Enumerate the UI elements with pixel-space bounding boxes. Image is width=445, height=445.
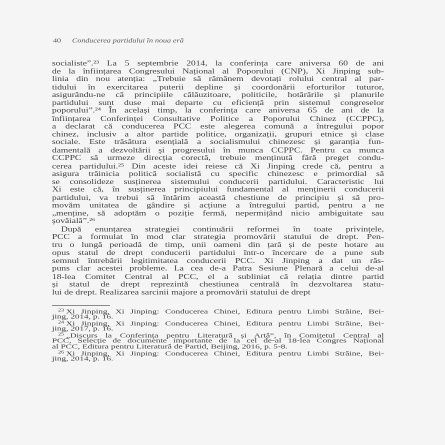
- text-line: După enunțarea strategiei continuării reformei în toate privințele,: [61, 225, 384, 234]
- text-line: sociale. Este trăsătura esențială a socialismului chinezesc și garanția fun-: [52, 138, 384, 147]
- text-line: puns clar acestei probleme. La cea de-a Patra Sesiune Plenară a celui de-al: [52, 265, 384, 273]
- text-line: asigura trăinicia politică socialistă cu specific chinezesc e primordial să: [52, 170, 384, 179]
- text-line: „menține, să adoptăm o poziție fermă, nepermițând nicio ambiguitate sau: [52, 210, 384, 218]
- running-head: [53, 37, 184, 44]
- text-line: Xi este că, în susținerea principiului fundamental al menținerii conducerii: [52, 186, 384, 194]
- text-line: CCPPC să urmeze direcția corectă, trebuie menținută fără preget condu-: [52, 154, 384, 163]
- footnote-number: 26: [58, 350, 64, 355]
- footnote-text: „Discurs la Conferința pentru Literatură și Artă”, în Comitetul Central al: [66, 332, 384, 339]
- body-paragraph: [52, 60, 384, 226]
- text-line: damentală a dezvoltării și progresului în munca CCPPC. Pentru ca munca: [52, 146, 384, 155]
- footnote: [52, 350, 384, 362]
- footnote: [52, 332, 384, 350]
- text-line: șovăială”.²⁶: [52, 217, 96, 226]
- footnote-line: jing, 2014, p. 16.: [52, 313, 114, 321]
- text-line: asigurându-ne că principiile călăuzitoare, politicile, hotărârile și planurile: [52, 91, 384, 100]
- footnote-separator: [52, 305, 110, 306]
- footnote-line: al PCC, Editura pentru Literatură de Partid, Beijing, 2016, p. 5-8.: [52, 343, 288, 351]
- footnote-number: 24: [58, 320, 64, 325]
- text-line: PCC a formulat în mod clar strategia promovării statului de drept. Pen-: [52, 233, 384, 242]
- footnote: [52, 320, 384, 332]
- footnote-text: Xi Jinping, Xi Jinping: Conducerea Chinei, Editura pentru Limbi Străine, Bei-: [66, 320, 384, 327]
- text-line: opus statul de drept conducerii partidului într-o încercare de a pune sub: [52, 249, 384, 258]
- footnote-text: Xi Jinping, Xi Jinping: Conducerea Chinei, Editura pentru Limbi Străine, Bei-: [66, 308, 384, 315]
- text-line: 18-lea Comitet Central al PCC, el a subliniat că relația dintre partid: [52, 273, 384, 281]
- page-number: 40: [53, 37, 61, 45]
- footnote-line: jing, 2014, p. 16.: [52, 355, 114, 363]
- text-line: chinez, inclusiv a altor partide politice, organizații, grupuri etnice și clase: [52, 131, 384, 139]
- footnote-number: 25: [58, 332, 64, 337]
- text-line: tidului în exercitarea puterii depline și coordonării eforturilor tuturor,: [52, 83, 384, 92]
- footnotes: [52, 308, 384, 362]
- text-line: socialiste”.²³ La 5 septembrie 2014, la conferința care aniversa 60 de ani: [52, 60, 384, 68]
- text-line: partidului, va trebui să întărim această chestiune de principiu și să pro-: [52, 194, 384, 202]
- text-line: a declarat că conducerea PCC este alegerea comună a întregului popor: [52, 123, 384, 131]
- footnote-line: jing, 2017, p. 16.: [52, 325, 114, 333]
- text-line: cerea partidului.²⁵ Din aceste idei reiese că Xi Jinping crede că, pentru a: [52, 162, 384, 171]
- text-line: semnul întrebării legitimitatea conducerii PCC. Xi Jinping a dat un răs-: [52, 257, 384, 265]
- body-paragraph: [52, 226, 384, 297]
- footnote-text: Xi Jinping, Xi Jinping: Conducerea Chinei, Editura pentru Limbi Străine, Bei-: [66, 350, 384, 357]
- text-line: tru o lungă perioadă de timp, unii oameni din țară și de peste hotare au: [52, 241, 384, 250]
- text-line: înființarea Conferinței Consultative Politice a Poporului Chinez (CCPPC),: [52, 115, 384, 123]
- text-line: movăm unitatea de gândire și acțiune a întregului partid, pentru a ne: [52, 202, 384, 210]
- body-text: [52, 60, 384, 297]
- text-line: de la înființarea Congresului Național al Poporului (CNP), Xi Jinping sub-: [52, 67, 384, 76]
- text-line: lui de drept. Realizarea sarcinii majore a promovării statului de drept: [52, 288, 311, 297]
- footnote-number: 23: [58, 308, 64, 313]
- footnote: [52, 308, 384, 320]
- text-line: și statul de drept reprezintă chestiunea centrală în dezvoltarea statu-: [52, 281, 384, 289]
- footnote-line: PCC, Selecție de documente importante de la cel de-al 18-lea Congres Național: [52, 337, 384, 345]
- running-head-title: Conducerea partidului în noua eră: [72, 37, 184, 45]
- text-line: se consolideze susținerea sistemului conducerii partidului. Caracteristic lui: [52, 178, 384, 186]
- text-line: partidului sunt duse mai departe cu eficiență prin sistemul congreselor: [52, 99, 384, 107]
- text-line: linia din nou atenția: „Trebuie să rămânem devotați rolului central al par-: [52, 75, 384, 84]
- text-line: poporului”.²⁴ În același timp, la conferința care aniversa 65 de ani de la: [52, 107, 384, 115]
